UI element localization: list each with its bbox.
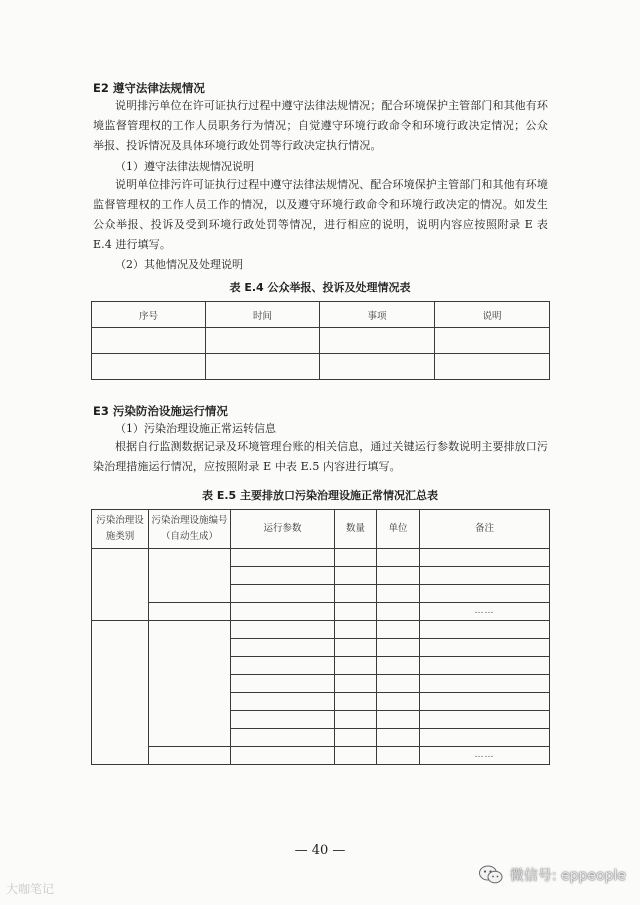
table-e5 [91,509,550,765]
watermark-left: 大咖笔记 [6,882,55,896]
header-cell: 事项 [320,302,435,328]
ellipsis-cell: …… [420,603,550,621]
wechat-icon [478,864,504,886]
page-number: — 40 — [294,843,346,858]
header-qty: 数量 [335,510,377,549]
table-row [92,603,550,621]
section-e2-sub2: （2）其他情况及处理说明 [115,258,243,271]
section-e3-sub1: （1）污染治理设施正常运转信息 [115,422,276,435]
section-e2-heading: E2 遵守法律法规情况 [93,81,205,95]
ellipsis-cell: …… [420,747,550,765]
table-header-row [92,510,550,549]
header-code: 污染治理设施编号（自动生成） [149,510,231,549]
watermark-right-text: 微信号: eppeople [509,868,626,884]
table-header-row [92,302,550,328]
header-note: 备注 [420,510,550,549]
table-row [92,328,550,354]
section-e2-intro: 说明排污单位在许可证执行过程中遵守法律法规情况；配合环境保护主管部门和其他有环境监督管理权的工作人员职务行为情况；自觉遵守环境行政命令和环境行政决定情况；公众举报、投诉情况及具体环境行政处罚等行政决定执行情况。 [93,99,548,152]
header-cell: 时间 [206,302,320,328]
table-row [92,354,550,380]
watermark-right [478,864,626,886]
table-e4 [91,301,550,380]
section-e2-sub1-text: 说明单位排污许可证执行过程中遵守法律法规情况、配合环境保护主管部门和其他有环境监督管理权的工作人员工作的情况，以及遵守环境行政命令和环境行政决定的情况。如发生公众举报、投诉及受到环境行政处罚等情况，进行相应的说明，说明内容应按照附录 E 表 E.4 进行填写。 [93,178,548,251]
header-cell: 序号 [92,302,206,328]
section-e2-sub1: （1）遵守法律法规情况说明 [115,160,254,173]
header-param: 运行参数 [231,510,335,549]
header-type: 污染治理设施类别 [92,510,149,549]
section-e3-heading: E3 污染防治设施运行情况 [93,404,228,418]
header-cell: 说明 [435,302,550,328]
header-unit: 单位 [377,510,420,549]
table-row [92,621,550,639]
table-e5-caption: 表 E.5 主要排放口污染治理设施正常情况汇总表 [201,489,438,502]
table-row [92,549,550,567]
table-e4-caption: 表 E.4 公众举报、投诉及处理情况表 [229,281,411,294]
table-row [92,747,550,765]
section-e3-sub1-text: 根据自行监测数据记录及环境管理台账的相关信息，通过关键运行参数说明主要排放口污染治理措施运行情况，应按照附录 E 中表 E.5 内容进行填写。 [93,440,548,473]
